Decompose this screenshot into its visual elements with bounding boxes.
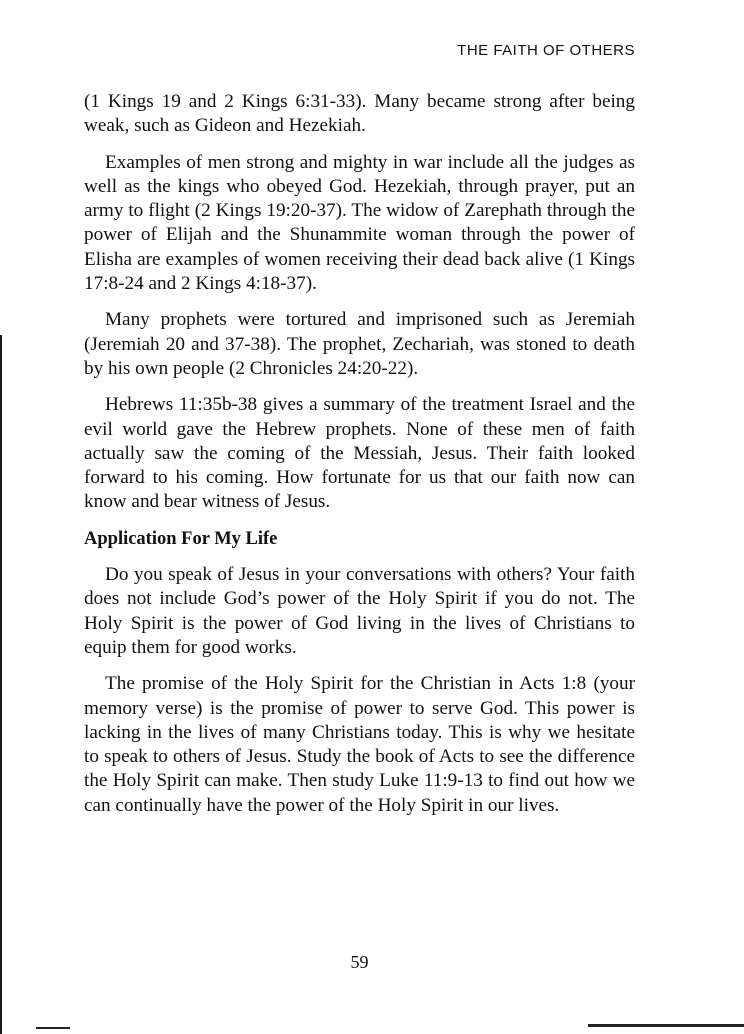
paragraph: Hebrews 11:35b-38 gives a summary of the treatment Israel and the evil world gave the Hebrew prophets. None of these men of faith actually saw the coming of the Messiah, Jesus. Their faith looked forward to his coming. How fortunate for us that our faith now can know and bear witness of Jesus. xyxy=(84,394,635,513)
page-body xyxy=(84,90,635,830)
paragraph: Do you speak of Jesus in your conversations with others? Your faith does not include God’s power of the Holy Spirit if you do not. The Holy Spirit is the power of God living in the lives of Christians to equip them for good works. xyxy=(84,564,635,658)
scan-artifact-line xyxy=(588,1024,744,1027)
scan-artifact-line xyxy=(36,1027,70,1029)
scan-edge-left xyxy=(0,335,2,1034)
section-heading: Application For My Life xyxy=(84,528,278,549)
paragraph: Many prophets were tortured and imprisoned such as Jeremiah (Jeremiah 20 and 37-38). The prophet, Zechariah, was stoned to death by his own people (2 Chronicles 24:20-22). xyxy=(84,309,635,379)
paragraph: The promise of the Holy Spirit for the Christian in Acts 1:8 (your memory verse) is the promise of power to serve God. This power is lacking in the lives of many Christians today. This is why we hesitate to speak to others of Jesus. Study the book of Acts to see the difference the Holy Spirit can make. Then study Luke 11:9-13 to find out how we can continually have the power of the Holy Spirit in our lives. xyxy=(84,673,635,816)
paragraph: Examples of men strong and mighty in war include all the judges as well as the kings who obeyed God. Hezekiah, through prayer, put an army to flight (2 Kings 19:20-37). The widow of Zarephath through the power of Elijah and the Shunammite woman through the power of Elisha are examples of women receiving their dead back alive (1 Kings 17:8-24 and 2 Kings 4:18-37). xyxy=(84,151,635,295)
paragraph: (1 Kings 19 and 2 Kings 6:31-33). Many became strong after being weak, such as Gideon and Hezekiah. xyxy=(84,91,635,137)
page-number: 59 xyxy=(350,952,369,972)
running-head: THE FAITH OF OTHERS xyxy=(457,42,635,59)
